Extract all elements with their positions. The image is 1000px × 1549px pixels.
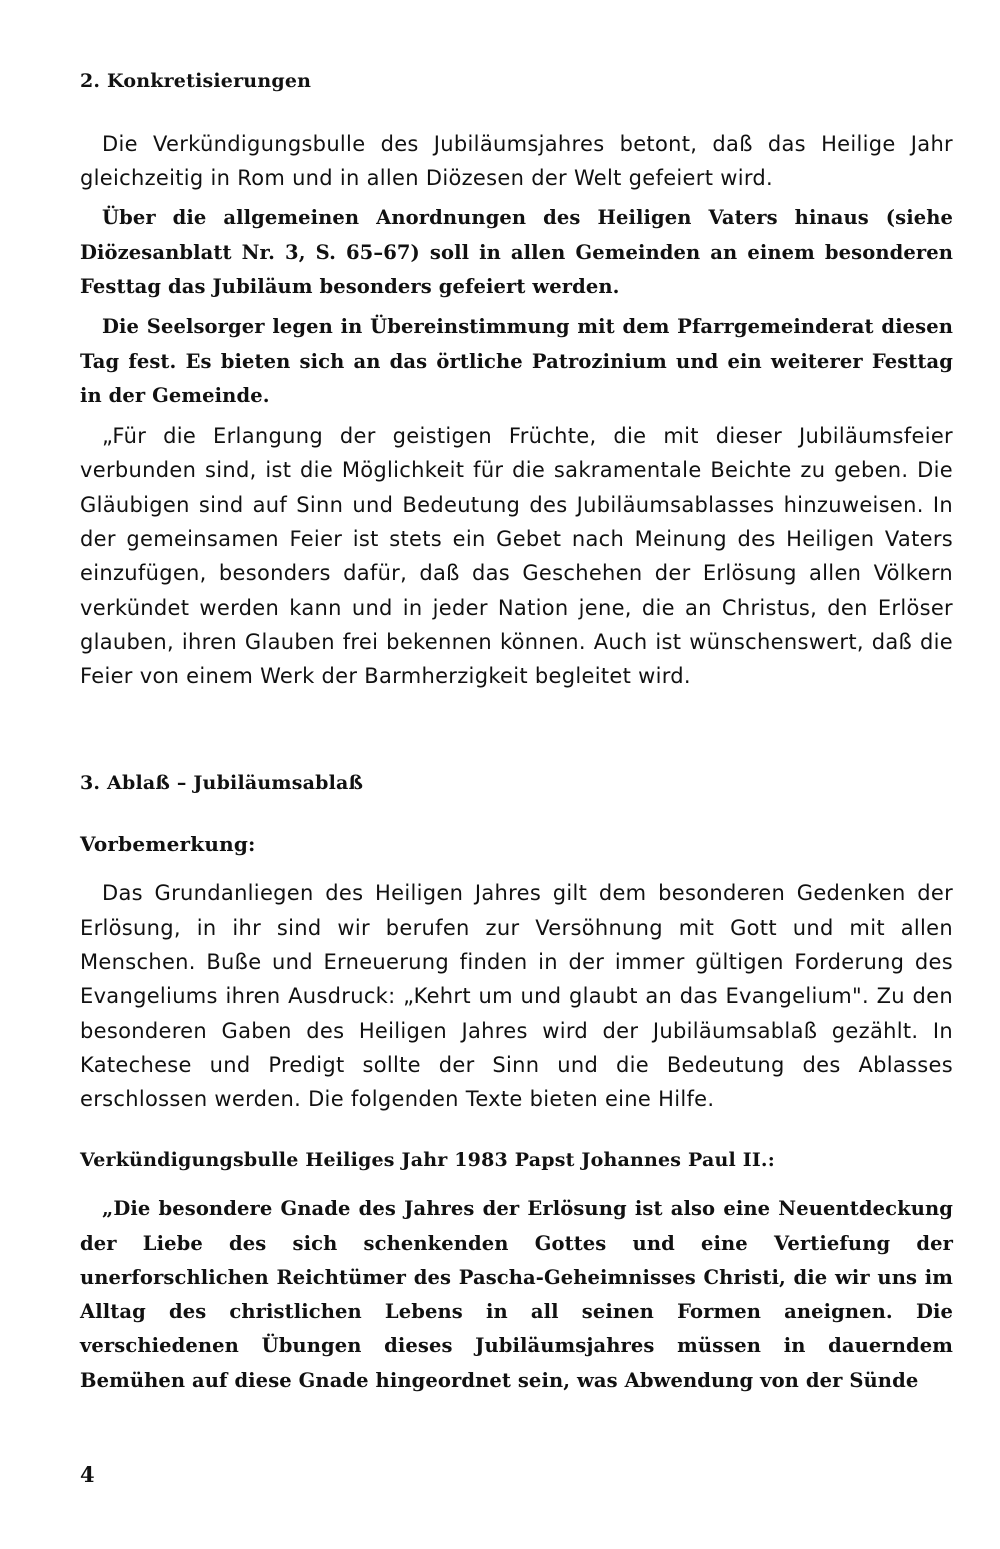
subheading-vorbemerkung: Vorbemerkung:: [80, 832, 256, 857]
document-page: [80, 70, 953, 1398]
section-heading-konkretisierungen: 2. Konkretisierungen: [80, 70, 312, 92]
paragraph-anordnungen: Über die allgemeinen Anordnungen des Heiligen Vaters hinaus (siehe Diözesanblatt Nr. 3, S. 65–67) soll in allen Gemeinden an einem besonderen Festtag das Jubiläum besonders gefeiert werden.: [80, 206, 953, 298]
paragraph-seelsorger: Die Seelsorger legen in Übereinstimmung mit dem Pfarrgemeinderat diesen Tag fest. Es bieten sich an das örtliche Patrozinium und ein weiterer Festtag in der Gemeinde.: [80, 315, 953, 407]
section-heading-ablass: 3. Ablaß – Jubiläumsablaß: [80, 771, 364, 794]
paragraph-erlangung: „Für die Erlangung der geistigen Früchte, die mit dieser Jubiläumsfeier verbunden sind, ist die Möglichkeit für die sakramentale Beichte zu geben. Die Gläubigen sind auf Sinn und Bedeutung des Jubiläumsablasses hinzuweisen. In der gemeinsamen Feier ist stets ein Gebet nach Meinung des Heiligen Vaters einzufügen, besonders dafür, daß das Geschehen der Erlösung allen Völkern verkündet werden kann und in jeder Nation jene, die an Christus, den Erlöser glauben, ihren Glauben frei bekennen können. Auch ist wünschenswert, daß die Feier von einem Werk der Barmherzigkeit begleitet wird.: [80, 424, 953, 689]
subheading-verkuendigungsbulle: Verkündigungsbulle Heiliges Jahr 1983 Papst Johannes Paul II.:: [80, 1149, 775, 1172]
paragraph-bulle-quote: „Die besondere Gnade des Jahres der Erlösung ist also eine Neuentdeckung der Liebe des sich schenkenden Gottes und eine Vertiefung der unerforschlichen Reichtümer des Pascha-Geheimnisses Christi, die wir uns im Alltag des christlichen Lebens in all seinen Formen aneignen. Die verschiedenen Übungen dieses Jubiläumsjahres müssen in dauerndem Bemühen auf diese Gnade hingeordnet sein, was Abwendung von der Sünde: [80, 1197, 953, 1392]
paragraph-verkuendigungsbulle: Die Verkündigungsbulle des Jubiläumsjahres betont, daß das Heilige Jahr gleichzeitig in Rom und in allen Diözesen der Welt gefeiert wird.: [80, 131, 953, 191]
page-number: 4: [80, 1462, 95, 1487]
paragraph-grundanliegen: Das Grundanliegen des Heiligen Jahres gilt dem besonderen Gedenken der Erlösung, in ihr sind wir berufen zur Versöhnung mit Gott und mit allen Menschen. Buße und Erneuerung finden in der immer gültigen Forderung des Evangeliums ihren Ausdruck: „Kehrt um und glaubt an das Evangelium". Zu den besonderen Gaben des Heiligen Jahres wird der Jubiläumsablaß gezählt. In Katechese und Predigt sollte der Sinn und die Bedeutung des Ablasses erschlossen werden. Die folgenden Texte bieten eine Hilfe.: [80, 881, 953, 1112]
